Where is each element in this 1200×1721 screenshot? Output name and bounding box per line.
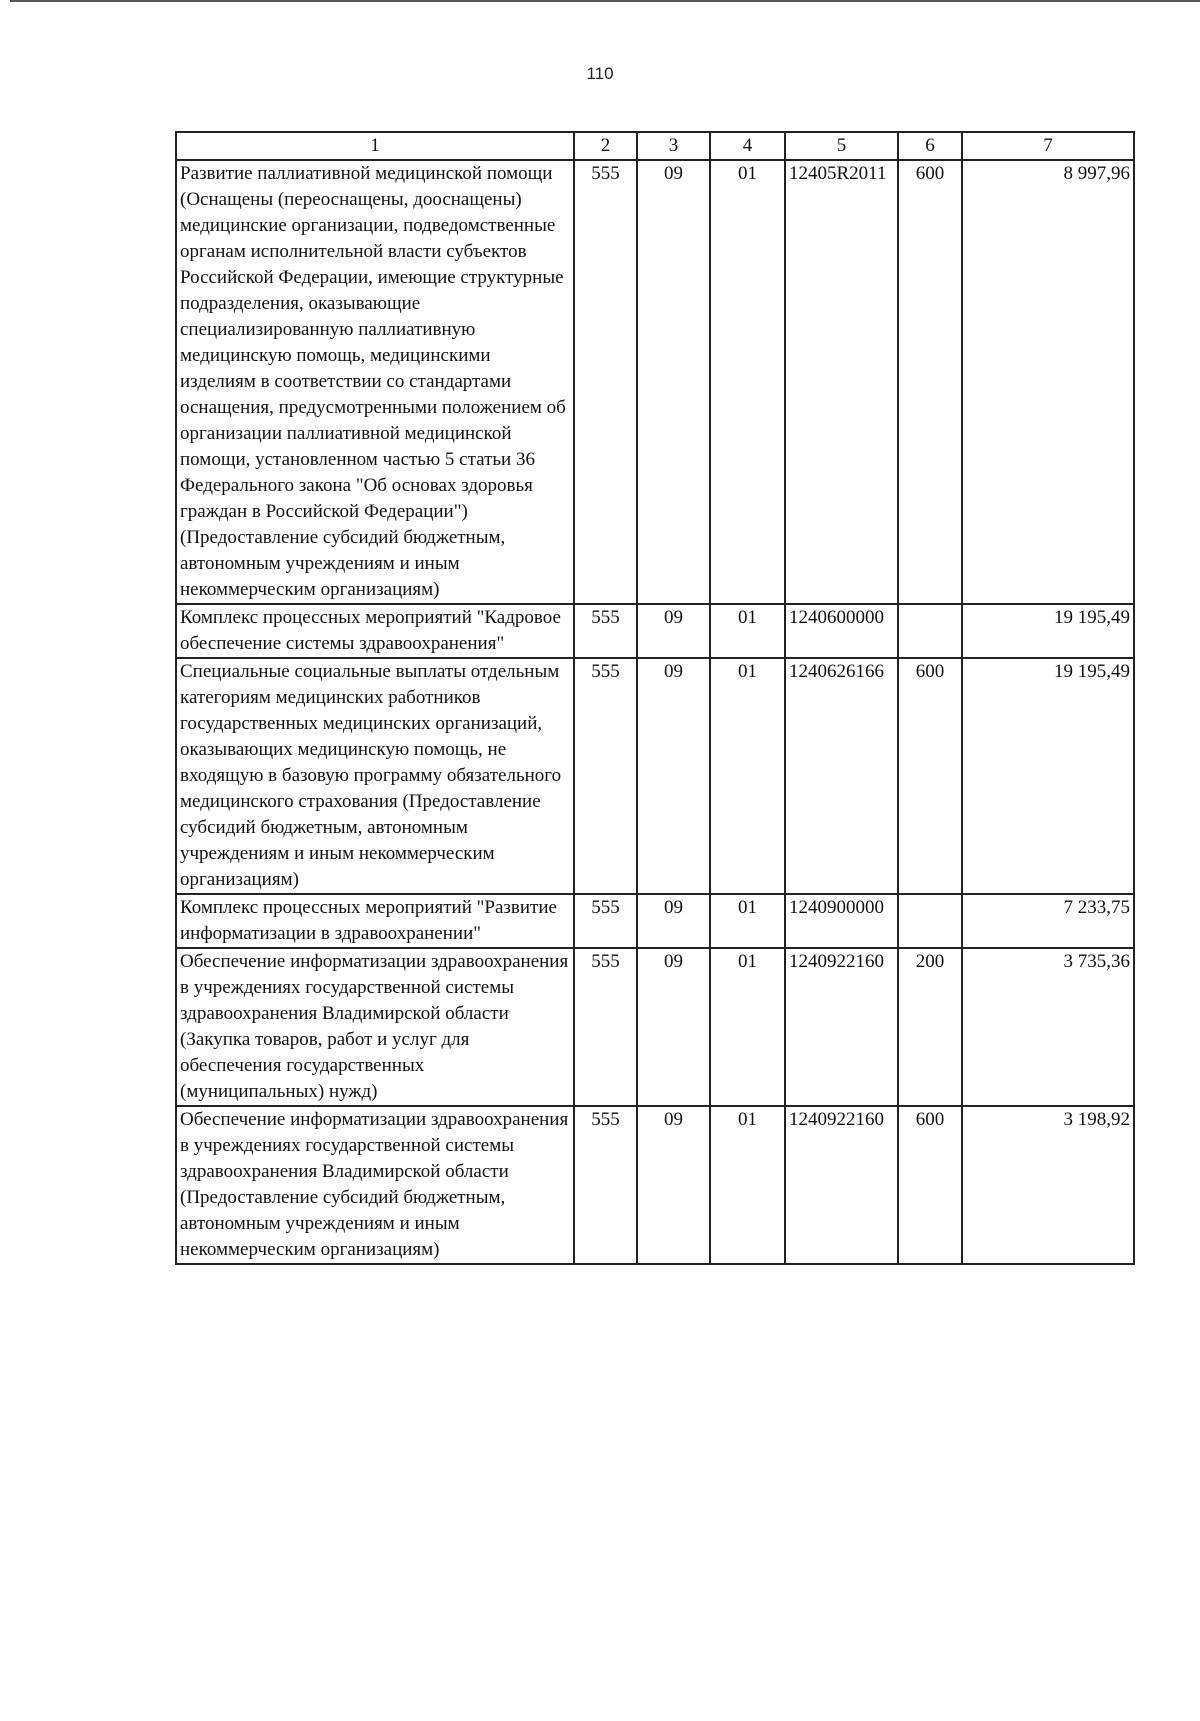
row-amount: 19 195,49: [962, 604, 1134, 658]
header-cell-4: 4: [710, 132, 785, 160]
row-subsection: 01: [710, 948, 785, 1106]
row-grbs: 555: [574, 160, 637, 604]
table-row: [176, 894, 1134, 948]
row-subsection: 01: [710, 1106, 785, 1264]
row-grbs: 555: [574, 604, 637, 658]
header-row: [176, 132, 1134, 160]
header-cell-1: 1: [176, 132, 574, 160]
scan-top-edge: [10, 0, 1200, 2]
header-cell-5: 5: [785, 132, 898, 160]
table-row: [176, 658, 1134, 894]
row-amount: 3 735,36: [962, 948, 1134, 1106]
row-amount: 19 195,49: [962, 658, 1134, 894]
row-section: 09: [637, 1106, 710, 1264]
row-name: Обеспечение информатизации здравоохранения в учреждениях государственной системы здравоохранения Владимирской области (Закупка товаров, работ и услуг для обеспечения государственных (муниципальных) нужд): [176, 948, 574, 1106]
row-subsection: 01: [710, 658, 785, 894]
row-name: Развитие паллиативной медицинской помощи (Оснащены (переоснащены, дооснащены) медицинские организации, подведомственные органам исполнительной власти субъектов Российской Федерации, имеющие структурные подразделения, оказывающие специализированную паллиативную медицинскую помощь, медицинскими изделиям в соответствии со стандартами оснащения, предусмотренными положением об организации паллиативной медицинской помощи, установленном частью 5 статьи 36 Федерального закона "Об основах здоровья граждан в Российской Федерации") (Предоставление субсидий бюджетным, автономным учреждениям и иным некоммерческим организациям): [176, 160, 574, 604]
row-target-article: 1240922160: [785, 1106, 898, 1264]
row-section: 09: [637, 894, 710, 948]
table-row: [176, 948, 1134, 1106]
header-cell-3: 3: [637, 132, 710, 160]
row-grbs: 555: [574, 1106, 637, 1264]
row-section: 09: [637, 658, 710, 894]
row-amount: 8 997,96: [962, 160, 1134, 604]
row-target-article: 1240922160: [785, 948, 898, 1106]
row-section: 09: [637, 604, 710, 658]
table-row: [176, 1106, 1134, 1264]
row-target-article: 1240900000: [785, 894, 898, 948]
row-amount: 7 233,75: [962, 894, 1134, 948]
row-amount: 3 198,92: [962, 1106, 1134, 1264]
row-target-article: 1240600000: [785, 604, 898, 658]
row-expense-type: 600: [898, 160, 962, 604]
row-target-article: 1240626166: [785, 658, 898, 894]
row-section: 09: [637, 160, 710, 604]
table-row: [176, 160, 1134, 604]
row-target-article: 12405R2011: [785, 160, 898, 604]
row-subsection: 01: [710, 894, 785, 948]
row-expense-type: 600: [898, 658, 962, 894]
row-subsection: 01: [710, 604, 785, 658]
header-cell-7: 7: [962, 132, 1134, 160]
row-expense-type: [898, 894, 962, 948]
row-name: Обеспечение информатизации здравоохранения в учреждениях государственной системы здравоохранения Владимирской области (Предоставление субсидий бюджетным, автономным учреждениям и иным некоммерческим организациям): [176, 1106, 574, 1264]
row-name: Комплекс процессных мероприятий "Кадровое обеспечение системы здравоохранения": [176, 604, 574, 658]
row-grbs: 555: [574, 948, 637, 1106]
row-expense-type: 200: [898, 948, 962, 1106]
budget-table: [175, 131, 1135, 1265]
page-number: 110: [586, 64, 614, 83]
row-expense-type: [898, 604, 962, 658]
row-name: Комплекс процессных мероприятий "Развитие информатизации в здравоохранении": [176, 894, 574, 948]
row-grbs: 555: [574, 658, 637, 894]
header-cell-6: 6: [898, 132, 962, 160]
row-section: 09: [637, 948, 710, 1106]
row-subsection: 01: [710, 160, 785, 604]
header-cell-2: 2: [574, 132, 637, 160]
row-expense-type: 600: [898, 1106, 962, 1264]
table-row: [176, 604, 1134, 658]
row-name: Специальные социальные выплаты отдельным категориям медицинских работников государственных медицинских организаций, оказывающих медицинскую помощь, не входящую в базовую программу обязательного медицинского страхования (Предоставление субсидий бюджетным, автономным учреждениям и иным некоммерческим организациям): [176, 658, 574, 894]
row-grbs: 555: [574, 894, 637, 948]
